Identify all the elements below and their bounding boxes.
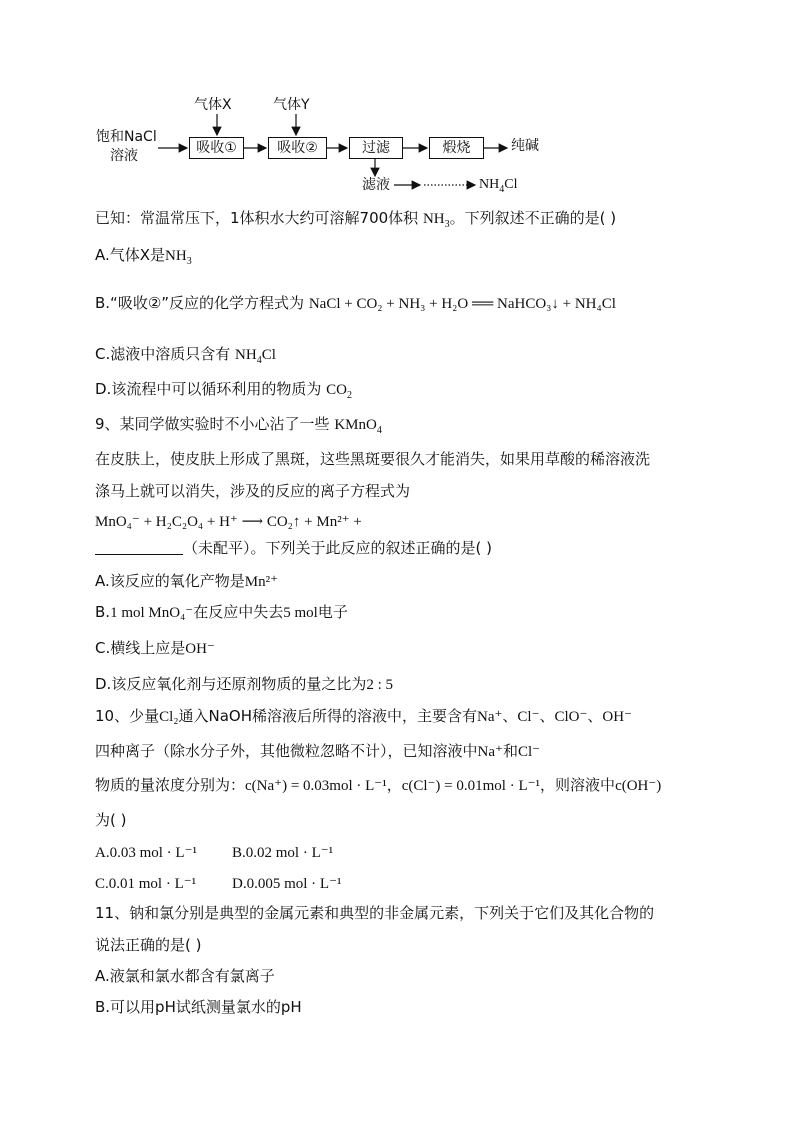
q9-stem1-text: 9、某同学做实验时不小心沾了一些 [95,415,330,433]
q8-known-formula [422,211,450,230]
q10-stem2-a: 四种离子（除水分子外，其他微粒忽略不计），已知溶液中 [95,742,478,760]
q8-b-text: B.“吸收②”反应的化学方程式为 [95,294,305,312]
q8-d-text: D.该流程中可以循环利用的物质为 [95,380,322,398]
q10-stem1-a: 10、少量 [95,707,160,725]
q9-b-label: B. [95,603,111,621]
q8-option-c [95,344,276,365]
gas-y-label: 气体Y [273,97,310,113]
q10-stem-1 [95,706,632,727]
product-label: 纯碱 [511,138,539,154]
gas-x-label: 气体X [194,97,232,113]
q10-option-d: D.0.005 mol · L⁻¹ [232,876,342,892]
q9-equation: MnO₄⁻ + H₂C₂O₄ + H⁺ ⟶ CO₂↑ + Mn²⁺ + [95,514,362,530]
q8-known [95,208,616,229]
q9-option-d [95,674,393,695]
q10-stem1-c: 通入NaOH稀溶液后所得的溶液中，主要含有 [178,707,478,725]
q10-option-b: B.0.02 mol · L⁻¹ [232,845,334,861]
q8-option-a [95,245,192,266]
q8-known-text: 已知：常温常压下，1体积水大约可溶解700体积 [95,209,419,227]
q8-a-formula [165,248,192,267]
q9-b-number: 5 mol [283,605,318,621]
byproduct-text: NH [479,177,500,192]
q11-option-a: A.液氯和氯水都含有氯离子 [95,967,275,985]
q10-cl2: Cl₂ [159,709,179,725]
q10-stem-3 [95,775,661,796]
q10-option-a: A.0.03 mol · L⁻¹ [95,845,197,861]
q10-stem3-c: ，则溶液中 [540,776,616,794]
process-flow-diagram [90,92,560,202]
q9-stem-3: 涤马上就可以消失，涉及的反应的离子方程式为 [95,482,411,500]
q9-b-text: 在反应中失去 [193,603,284,621]
q8-c-sub: 4 [256,355,262,366]
q9-c-formula: OH⁻ [185,641,215,657]
q8-a-nh: NH [165,248,187,264]
q8-known-nh: NH [422,211,445,227]
feed-label-1: 饱和NaCl [96,129,157,145]
q10-stem-4: 为( ) [95,811,127,829]
q11-stem-1: 11、钠和氯分别是典型的金属元素和典型的非金属元素，下列关于它们及其化合物的 [95,904,655,922]
calcine-box: 煅烧 [429,137,484,159]
q9-kmno4 [334,417,382,436]
q8-c-text: C.滤液中溶质只含有 [95,345,231,363]
q8-b-equation: NaCl + CO₂ + NH₃ + H₂O ══ NaHCO₃↓ + NH₄Cl [308,296,616,312]
q10-na-ion: Na⁺ [477,744,503,760]
q8-a-sub: 3 [186,256,192,267]
q9-d-text: D.该反应氧化剂与还原剂物质的量之比为 [95,675,367,693]
q9-stem-2: 在皮肤上，使皮肤上形成了黑斑，这些黑斑要很久才能消失，如果用草酸的稀溶液洗 [95,450,651,468]
q9-kmno: KMnO [334,417,377,433]
q8-d-formula [326,382,352,401]
q9-option-c [95,638,215,659]
q10-ions: Na⁺、Cl⁻、ClO⁻、OH⁻ [477,709,633,725]
q8-option-d [95,379,352,400]
q9-a-text: A.该反应的氧化产物是 [95,572,245,590]
q8-d-sub: 2 [346,390,352,401]
q11-stem-2: 说法正确的是( ) [95,936,202,954]
byproduct-sub: 4 [499,183,505,195]
q9-stem-1 [95,414,382,435]
q9-b-end: 电子 [317,603,348,621]
q8-a-text: A.气体X是 [95,246,166,264]
q8-c-nh: NH [235,347,257,363]
q10-stem3-a: 物质的量浓度分别为： [95,776,246,794]
q10-stem2-c: 和 [502,742,518,760]
q9-b-formula: 1 mol MnO₄⁻ [110,605,194,621]
absorb-2-box: 吸收② [268,137,327,159]
q10-stem-2 [95,741,540,762]
q9-c-text: C.横线上应是 [95,639,186,657]
q9-stem-4 [95,538,492,558]
q10-cl-ion: Cl⁻ [517,744,541,760]
q9-d-ratio: 2 : 5 [366,677,393,693]
q10-c-oh: c(OH⁻) [615,778,662,794]
absorb-1-box: 吸收① [189,137,244,159]
filter-box: 过滤 [349,137,403,159]
byproduct-label [479,176,517,194]
q9-stem4-text: （未配平）。下列关于此反应的叙述正确的是( ) [183,539,492,557]
q9-a-formula: Mn²⁺ [244,574,279,590]
answer-blank [95,540,183,555]
byproduct-tail: Cl [504,177,518,192]
q9-option-b [95,602,348,623]
q9-kmno-sub: 4 [376,425,382,436]
q11-option-b: B.可以用pH试纸测量氯水的pH [95,998,302,1016]
q8-option-b [95,293,616,314]
feed-label-2: 溶液 [110,148,138,164]
filtrate-label: 滤液 [362,177,390,193]
q8-known-end: 。下列叙述不正确的是( ) [449,209,617,227]
q8-d-co: CO [326,382,347,398]
q10-concentrations: c(Na⁺) = 0.03mol · L⁻¹，c(Cl⁻) = 0.01mol · L⁻¹ [245,778,541,794]
q8-known-sub: 3 [444,219,450,230]
q9-option-a [95,571,278,592]
q8-c-formula [235,347,276,366]
q10-option-c: C.0.01 mol · L⁻¹ [95,876,197,892]
q8-c-cl: Cl [261,347,276,363]
